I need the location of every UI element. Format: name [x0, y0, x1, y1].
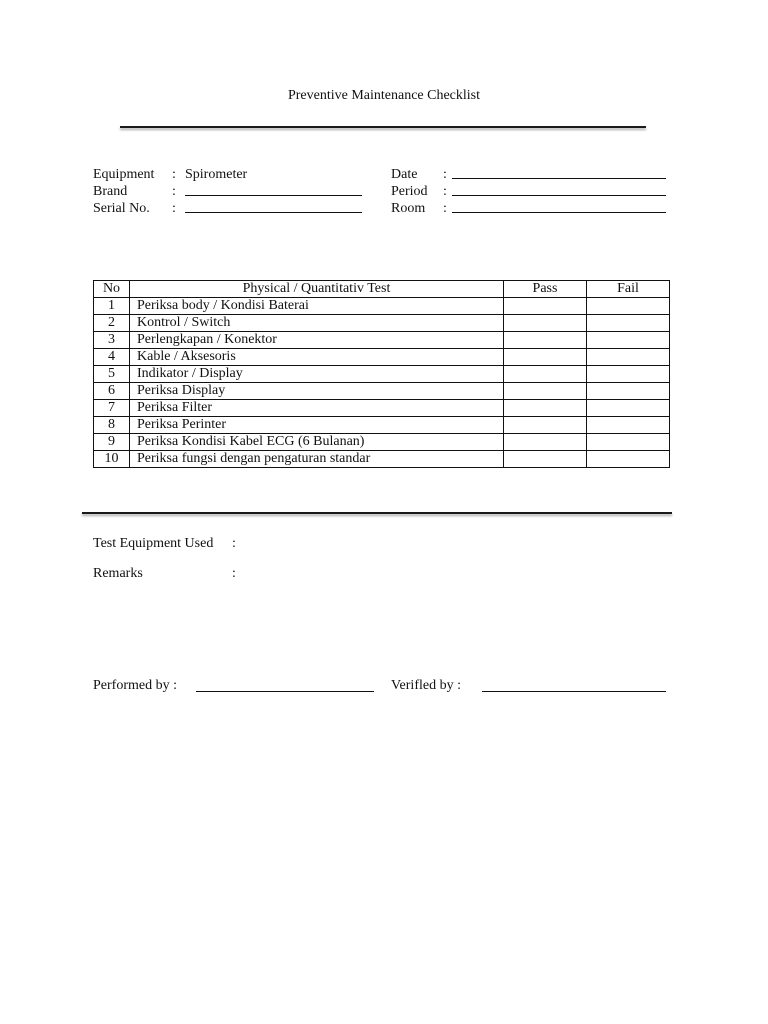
pass-cell[interactable]	[504, 349, 587, 366]
header-fail: Fail	[587, 281, 670, 298]
equipment-colon: :	[172, 167, 176, 182]
fail-cell[interactable]	[587, 417, 670, 434]
row-test: Periksa Kondisi Kabel ECG (6 Bulanan)	[130, 434, 504, 451]
table-header-row	[94, 281, 670, 298]
row-no: 9	[94, 434, 130, 451]
fail-cell[interactable]	[587, 349, 670, 366]
fail-cell[interactable]	[587, 383, 670, 400]
row-no: 10	[94, 451, 130, 468]
table-row	[94, 434, 670, 451]
pass-cell[interactable]	[504, 434, 587, 451]
pass-cell[interactable]	[504, 298, 587, 315]
brand-label: Brand	[93, 184, 128, 199]
row-no: 7	[94, 400, 130, 417]
pass-cell[interactable]	[504, 417, 587, 434]
row-no: 5	[94, 366, 130, 383]
table-row	[94, 298, 670, 315]
test-equipment-label: Test Equipment Used	[93, 536, 214, 551]
verified-by-label: Verifled by :	[391, 678, 461, 693]
table-row	[94, 332, 670, 349]
pass-cell[interactable]	[504, 332, 587, 349]
fail-cell[interactable]	[587, 315, 670, 332]
pass-cell[interactable]	[504, 315, 587, 332]
row-no: 4	[94, 349, 130, 366]
date-label: Date	[391, 167, 418, 182]
room-colon: :	[443, 201, 447, 216]
pass-cell[interactable]	[504, 383, 587, 400]
row-no: 1	[94, 298, 130, 315]
row-no: 3	[94, 332, 130, 349]
brand-field[interactable]	[185, 195, 362, 196]
page-title: Preventive Maintenance Checklist	[287, 88, 481, 103]
pass-cell[interactable]	[504, 451, 587, 468]
row-no: 2	[94, 315, 130, 332]
brand-colon: :	[172, 184, 176, 199]
table-row	[94, 451, 670, 468]
header-test: Physical / Quantitativ Test	[130, 281, 504, 298]
room-field[interactable]	[452, 212, 666, 213]
remarks-colon: :	[232, 566, 236, 581]
performed-by-label: Performed by :	[93, 678, 177, 693]
header-no: No	[94, 281, 130, 298]
row-test: Periksa Perinter	[130, 417, 504, 434]
serial-field[interactable]	[185, 212, 362, 213]
table-row	[94, 349, 670, 366]
row-test: Periksa Filter	[130, 400, 504, 417]
row-test: Periksa Display	[130, 383, 504, 400]
fail-cell[interactable]	[587, 400, 670, 417]
row-test: Perlengkapan / Konektor	[130, 332, 504, 349]
row-test: Kontrol / Switch	[130, 315, 504, 332]
equipment-label: Equipment	[93, 167, 155, 182]
period-field[interactable]	[452, 195, 666, 196]
table-row	[94, 383, 670, 400]
serial-label: Serial No.	[93, 201, 150, 216]
table-row	[94, 400, 670, 417]
remarks-label: Remarks	[93, 566, 143, 581]
title-divider	[120, 126, 646, 128]
table-row	[94, 417, 670, 434]
row-no: 6	[94, 383, 130, 400]
period-colon: :	[443, 184, 447, 199]
equipment-value[interactable]: Spirometer	[185, 167, 248, 182]
row-no: 8	[94, 417, 130, 434]
date-field[interactable]	[452, 178, 666, 179]
fail-cell[interactable]	[587, 451, 670, 468]
fail-cell[interactable]	[587, 332, 670, 349]
row-test: Indikator / Display	[130, 366, 504, 383]
date-colon: :	[443, 167, 447, 182]
period-label: Period	[391, 184, 428, 199]
checklist-table	[93, 280, 670, 468]
header-pass: Pass	[504, 281, 587, 298]
table-row	[94, 315, 670, 332]
verified-by-signature-line[interactable]	[482, 691, 666, 692]
row-test: Kable / Aksesoris	[130, 349, 504, 366]
table-row	[94, 366, 670, 383]
row-test: Periksa body / Kondisi Baterai	[130, 298, 504, 315]
pass-cell[interactable]	[504, 366, 587, 383]
test-equipment-colon: :	[232, 536, 236, 551]
row-test: Periksa fungsi dengan pengaturan standar	[130, 451, 504, 468]
serial-colon: :	[172, 201, 176, 216]
pass-cell[interactable]	[504, 400, 587, 417]
section-divider	[82, 512, 672, 514]
performed-by-signature-line[interactable]	[196, 691, 374, 692]
fail-cell[interactable]	[587, 366, 670, 383]
fail-cell[interactable]	[587, 434, 670, 451]
room-label: Room	[391, 201, 426, 216]
fail-cell[interactable]	[587, 298, 670, 315]
